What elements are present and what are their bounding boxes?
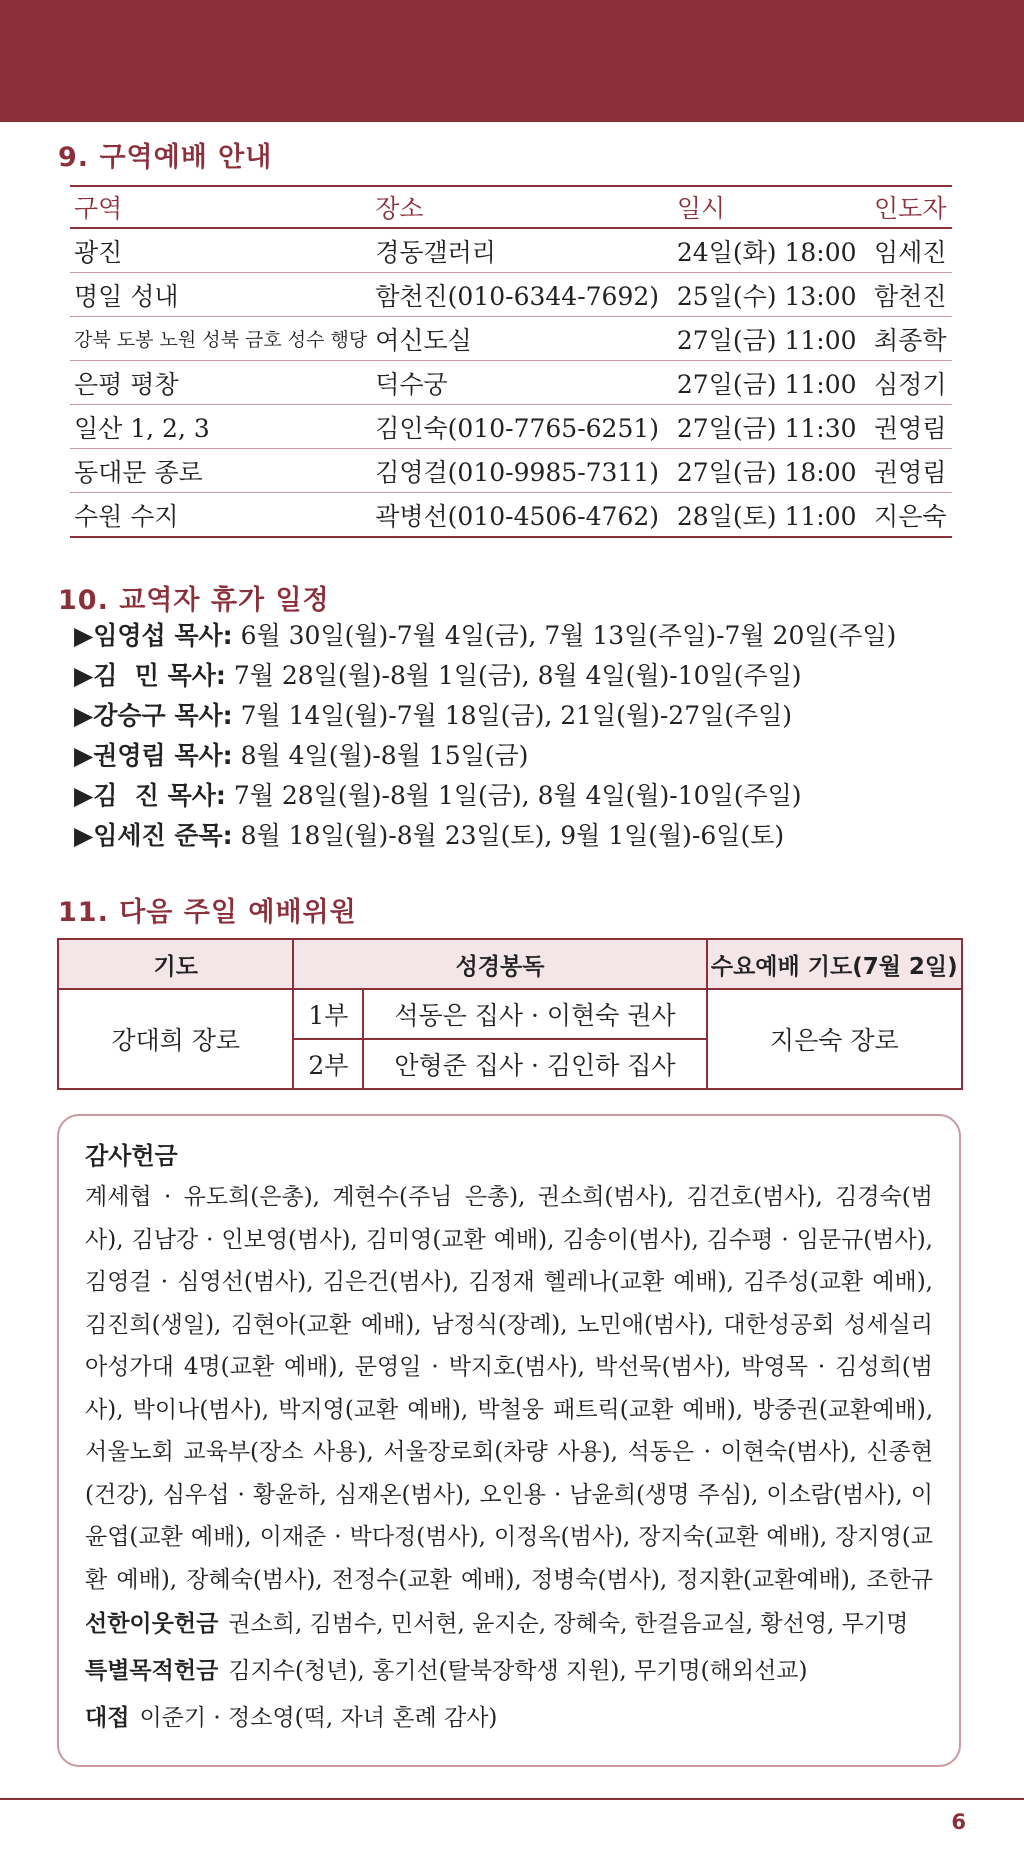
cell-place: 덕수궁 (371, 361, 673, 405)
table-row (70, 449, 952, 493)
special-offering-text: 김지수(청년), 홍기선(탈북장학생 지원), 무기명(해외선교) (228, 1658, 808, 1684)
list-item (74, 816, 896, 856)
vacation-dates: 6월 30일(월)-7월 4일(금), 7월 13일(주일)-7월 20일(주일) (240, 621, 897, 650)
neighbor-offering-label: 선한이웃헌금 (85, 1611, 219, 1637)
hosting-label: 대접 (85, 1705, 130, 1731)
header-leader: 인도자 (870, 186, 952, 228)
cell-leader: 함천진 (870, 273, 952, 317)
table-row (70, 361, 952, 405)
vacation-name: ▶임영섭 목사: (74, 621, 233, 650)
cell-leader: 권영림 (870, 405, 952, 449)
section-title-vacation: 10. 교역자 휴가 일정 (58, 585, 330, 616)
table-row (70, 317, 952, 361)
list-item (74, 656, 896, 696)
cell-datetime: 27일(금) 11:00 (673, 361, 870, 405)
cell-reader-1: 석동은 집사 · 이현숙 권사 (363, 989, 706, 1039)
cell-place: 김영걸(010-9985-7311) (371, 449, 673, 493)
cell-reader-2: 안형준 집사 · 김인하 집사 (363, 1039, 706, 1089)
list-item (74, 616, 896, 656)
cell-datetime: 25일(수) 13:00 (673, 273, 870, 317)
cell-datetime: 28일(토) 11:00 (673, 493, 870, 538)
header-prayer: 기도 (58, 939, 293, 989)
cell-place: 김인숙(010-7765-6251) (371, 405, 673, 449)
cell-leader: 권영림 (870, 449, 952, 493)
vacation-dates: 8월 18일(월)-8월 23일(토), 9월 1일(월)-6일(토) (240, 821, 785, 850)
header-datetime: 일시 (673, 186, 870, 228)
cell-leader: 지은숙 (870, 493, 952, 538)
special-offering-line (85, 1648, 933, 1695)
cell-prayer: 강대희 장로 (58, 989, 293, 1089)
header-district: 구역 (70, 186, 371, 228)
cell-part-1: 1부 (293, 989, 363, 1039)
cell-place: 경동갤러리 (371, 228, 673, 273)
vacation-name: ▶권영림 목사: (74, 741, 233, 770)
cell-worship-table (70, 185, 952, 538)
neighbor-offering-text: 권소희, 김범수, 민서현, 윤지순, 장혜숙, 한걸음교실, 황선영, 무기명 (228, 1611, 909, 1637)
cell-district: 일산 1, 2, 3 (70, 405, 371, 449)
table-row (70, 228, 952, 273)
special-offering-label: 특별목적헌금 (85, 1658, 219, 1684)
vacation-name: ▶김 진 목사: (74, 781, 226, 810)
vacation-dates: 7월 14일(월)-7월 18일(금), 21일(월)-27일(주일) (240, 701, 793, 730)
vacation-dates: 7월 28일(월)-8월 1일(금), 8월 4일(월)-10일(주일) (233, 781, 802, 810)
table-row (70, 405, 952, 449)
cell-datetime: 27일(금) 11:00 (673, 317, 870, 361)
cell-district: 광진 (70, 228, 371, 273)
cell-district: 은평 평창 (70, 361, 371, 405)
offering-box (57, 1114, 961, 1767)
table-row (58, 989, 962, 1039)
cell-district: 수원 수지 (70, 493, 371, 538)
vacation-name: ▶김 민 목사: (74, 661, 226, 690)
cell-place: 함천진(010-6344-7692) (371, 273, 673, 317)
worship-committee-table (57, 938, 963, 1090)
cell-wednesday-prayer: 지은숙 장로 (707, 989, 962, 1089)
hosting-line (85, 1695, 933, 1742)
table-row (70, 273, 952, 317)
cell-datetime: 27일(금) 18:00 (673, 449, 870, 493)
neighbor-offering-line (85, 1601, 933, 1648)
cell-datetime: 24일(화) 18:00 (673, 228, 870, 273)
cell-place: 곽병선(010-4506-4762) (371, 493, 673, 538)
list-item (74, 696, 896, 736)
cell-district: 명일 성내 (70, 273, 371, 317)
section-title-cell-worship: 9. 구역예배 안내 (58, 142, 273, 173)
header-banner (0, 0, 1024, 122)
section-title-worship-committee: 11. 다음 주일 예배위원 (58, 897, 357, 928)
vacation-dates: 7월 28일(월)-8월 1일(금), 8월 4일(월)-10일(주일) (233, 661, 802, 690)
list-item (74, 776, 896, 816)
cell-leader: 심정기 (870, 361, 952, 405)
cell-district: 강북 도봉 노원 성북 금호 성수 행당 (70, 317, 371, 361)
vacation-name: ▶임세진 준목: (74, 821, 233, 850)
header-place: 장소 (371, 186, 673, 228)
header-scripture-reading: 성경봉독 (293, 939, 706, 989)
thanks-offering-text: 계세협 · 유도희(은총), 계현수(주님 은총), 권소희(범사), 김건호(범사), 김경숙(범사), 김남강 · 인보영(범사), 김미영(교환 예배), 김송이(범사), 김수평 · 임문규(범사), 김영걸 · 심영선(범사), 김은건(범사), 김정재 헬레나(교환 예배), 김주성(교환 예배), 김진희(생일), 김현아(교환 예배), 남정식(장례), 노민애(범사), 대한성공회 성세실리아성가대 4명(교환 예배), 문영일 · 박지호(범사), 박선묵(범사), 박영목 · 김성희(범사), 박이나(범사), 박지영(교환 예배), 박철웅 패트릭(교환 예배), 방중권(교환예배), 서울노회 교육부(장소 사용), 서울장로회(차량 사용), 석동은 · 이현숙(범사), 신종현(건강), 심우섭 · 황윤하, 심재온(범사), 오인용 · 남윤희(생명 주심), 이소람(범사), 이윤엽(교환 예배), 이재준 · 박다정(범사), 이정옥(범사), 장지숙(교환 예배), 장지영(교환 예배), 장혜숙(범사), 전정수(교환 예배), 정병숙(범사), 정지환(교환예배), 조한규 (85, 1184, 933, 1593)
cell-place: 여신도실 (371, 317, 673, 361)
thanks-offering-label: 감사헌금 (85, 1142, 178, 1170)
cell-leader: 임세진 (870, 228, 952, 273)
footer-divider (0, 1798, 1024, 1800)
table-row (70, 493, 952, 538)
vacation-list (74, 616, 896, 856)
page-number: 6 (951, 1810, 966, 1834)
header-wednesday-prayer: 수요예배 기도(7월 2일) (707, 939, 962, 989)
cell-district: 동대문 종로 (70, 449, 371, 493)
table-header-row (58, 939, 962, 989)
vacation-dates: 8월 4일(월)-8월 15일(금) (240, 741, 529, 770)
cell-datetime: 27일(금) 11:30 (673, 405, 870, 449)
cell-part-2: 2부 (293, 1039, 363, 1089)
hosting-text: 이준기 · 정소영(떡, 자녀 혼례 감사) (139, 1705, 498, 1731)
cell-leader: 최종학 (870, 317, 952, 361)
vacation-name: ▶강승구 목사: (74, 701, 233, 730)
table-header-row (70, 186, 952, 228)
list-item (74, 736, 896, 776)
